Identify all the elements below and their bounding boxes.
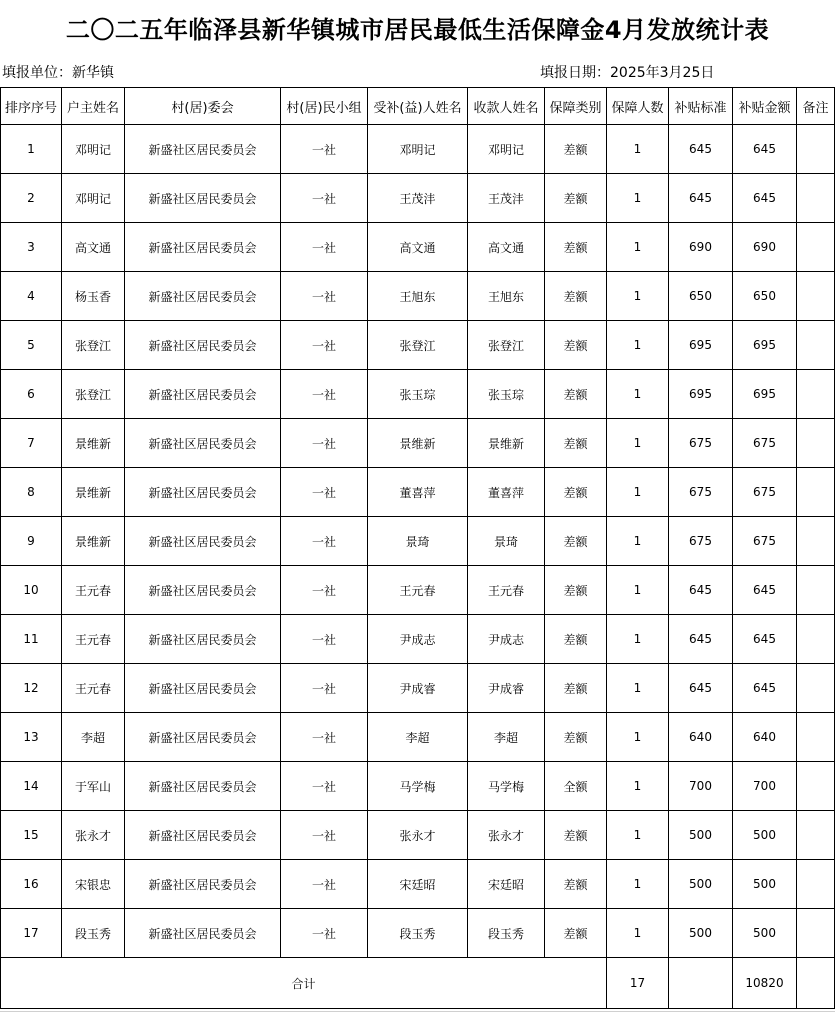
cell-category: 差额 [545,860,607,909]
cell-note [797,223,835,272]
table-row [1,566,835,615]
cell-standard: 500 [669,909,733,958]
cell-no: 16 [1,860,62,909]
table-row [1,370,835,419]
cell-note [797,468,835,517]
cell-note [797,615,835,664]
cell-standard: 500 [669,860,733,909]
cell-head-name: 景维新 [62,419,125,468]
cell-persons: 1 [607,615,669,664]
cell-beneficiary: 邓明记 [368,125,468,174]
cell-amount: 645 [733,174,797,223]
cell-persons: 1 [607,860,669,909]
cell-committee: 新盛社区居民委员会 [125,909,281,958]
cell-note [797,517,835,566]
cell-amount: 650 [733,272,797,321]
table-row [1,664,835,713]
cell-amount: 690 [733,223,797,272]
cell-payee: 马学梅 [468,762,545,811]
cell-no: 15 [1,811,62,860]
header-beneficiary: 受补(益)人姓名 [368,88,468,125]
cell-beneficiary: 王茂沣 [368,174,468,223]
cell-note [797,174,835,223]
cell-amount: 675 [733,468,797,517]
table-row [1,909,835,958]
table-row [1,615,835,664]
cell-payee: 景维新 [468,419,545,468]
table-row [1,419,835,468]
cell-no: 17 [1,909,62,958]
cell-beneficiary: 尹成睿 [368,664,468,713]
cell-group: 一社 [281,125,368,174]
cell-category: 差额 [545,419,607,468]
cell-note [797,272,835,321]
cell-head-name: 王元春 [62,566,125,615]
cell-committee: 新盛社区居民委员会 [125,517,281,566]
cell-beneficiary: 宋廷昭 [368,860,468,909]
total-row [1,958,835,1009]
header-standard: 补贴标准 [669,88,733,125]
cell-payee: 尹成睿 [468,664,545,713]
cell-payee: 张永才 [468,811,545,860]
cell-amount: 645 [733,125,797,174]
cell-group: 一社 [281,664,368,713]
cell-beneficiary: 景维新 [368,419,468,468]
cell-amount: 500 [733,909,797,958]
cell-committee: 新盛社区居民委员会 [125,468,281,517]
cell-category: 差额 [545,664,607,713]
cell-head-name: 景维新 [62,517,125,566]
cell-committee: 新盛社区居民委员会 [125,762,281,811]
cell-standard: 640 [669,713,733,762]
cell-persons: 1 [607,713,669,762]
cell-standard: 675 [669,517,733,566]
cell-category: 差额 [545,174,607,223]
cell-group: 一社 [281,468,368,517]
cell-group: 一社 [281,615,368,664]
fill-date: 填报日期：2025年3月25日 [540,65,715,81]
cell-head-name: 宋银忠 [62,860,125,909]
cell-no: 7 [1,419,62,468]
cell-note [797,370,835,419]
cell-committee: 新盛社区居民委员会 [125,370,281,419]
cell-head-name: 邓明记 [62,174,125,223]
cell-persons: 1 [607,811,669,860]
cell-note [797,125,835,174]
cell-note [797,860,835,909]
fill-unit: 填报单位：新华镇 [2,65,114,81]
cell-amount: 500 [733,811,797,860]
header-note: 备注 [797,88,835,125]
cell-category: 全额 [545,762,607,811]
cell-note [797,762,835,811]
table-row [1,272,835,321]
cell-persons: 1 [607,566,669,615]
table-row [1,321,835,370]
cell-head-name: 张登江 [62,370,125,419]
cell-no: 10 [1,566,62,615]
cell-beneficiary: 高文通 [368,223,468,272]
cell-payee: 邓明记 [468,125,545,174]
cell-persons: 1 [607,223,669,272]
cell-head-name: 张永才 [62,811,125,860]
cell-category: 差额 [545,713,607,762]
cell-standard: 645 [669,125,733,174]
cell-committee: 新盛社区居民委员会 [125,125,281,174]
table-row [1,762,835,811]
cell-amount: 695 [733,370,797,419]
cell-standard: 695 [669,321,733,370]
cell-persons: 1 [607,762,669,811]
cell-persons: 1 [607,419,669,468]
cell-category: 差额 [545,615,607,664]
cell-persons: 1 [607,321,669,370]
table-row [1,860,835,909]
header-committee: 村(居)委会 [125,88,281,125]
table-row [1,223,835,272]
cell-note [797,811,835,860]
header-category: 保障类别 [545,88,607,125]
cell-standard: 690 [669,223,733,272]
header-payee: 收款人姓名 [468,88,545,125]
cell-persons: 1 [607,468,669,517]
cell-category: 差额 [545,223,607,272]
cell-payee: 宋廷昭 [468,860,545,909]
cell-head-name: 张登江 [62,321,125,370]
cell-persons: 1 [607,272,669,321]
cell-payee: 景琦 [468,517,545,566]
cell-committee: 新盛社区居民委员会 [125,566,281,615]
cell-beneficiary: 李超 [368,713,468,762]
cell-beneficiary: 景琦 [368,517,468,566]
table-row [1,713,835,762]
cell-head-name: 景维新 [62,468,125,517]
cell-note [797,713,835,762]
table-row [1,468,835,517]
cell-note [797,419,835,468]
cell-head-name: 李超 [62,713,125,762]
total-persons: 17 [607,958,669,1009]
cell-committee: 新盛社区居民委员会 [125,272,281,321]
cell-payee: 张登江 [468,321,545,370]
cell-head-name: 高文通 [62,223,125,272]
cell-group: 一社 [281,909,368,958]
cell-head-name: 邓明记 [62,125,125,174]
cell-group: 一社 [281,860,368,909]
header-persons: 保障人数 [607,88,669,125]
header-group: 村(居)民小组 [281,88,368,125]
cell-standard: 645 [669,174,733,223]
cell-beneficiary: 董喜萍 [368,468,468,517]
cell-payee: 段玉秀 [468,909,545,958]
cell-group: 一社 [281,713,368,762]
cell-no: 8 [1,468,62,517]
cell-persons: 1 [607,370,669,419]
cell-committee: 新盛社区居民委员会 [125,713,281,762]
cell-amount: 695 [733,321,797,370]
cell-no: 3 [1,223,62,272]
cell-committee: 新盛社区居民委员会 [125,664,281,713]
cell-no: 1 [1,125,62,174]
cell-no: 13 [1,713,62,762]
cell-committee: 新盛社区居民委员会 [125,419,281,468]
cell-payee: 董喜萍 [468,468,545,517]
cell-group: 一社 [281,370,368,419]
cell-group: 一社 [281,517,368,566]
header-no: 排序序号 [1,88,62,125]
cell-amount: 675 [733,517,797,566]
cell-amount: 675 [733,419,797,468]
cell-persons: 1 [607,664,669,713]
cell-standard: 695 [669,370,733,419]
cell-amount: 700 [733,762,797,811]
cell-beneficiary: 张永才 [368,811,468,860]
cell-beneficiary: 王旭东 [368,272,468,321]
table-row [1,125,835,174]
cell-no: 11 [1,615,62,664]
cell-standard: 645 [669,566,733,615]
total-amount: 10820 [733,958,797,1009]
cell-no: 5 [1,321,62,370]
cell-payee: 王旭东 [468,272,545,321]
cell-payee: 尹成志 [468,615,545,664]
cell-standard: 700 [669,762,733,811]
cell-category: 差额 [545,566,607,615]
cell-standard: 675 [669,419,733,468]
cell-category: 差额 [545,321,607,370]
cell-committee: 新盛社区居民委员会 [125,860,281,909]
page-title: 二〇二五年临泽县新华镇城市居民最低生活保障金4月发放统计表 [65,16,770,44]
cell-committee: 新盛社区居民委员会 [125,811,281,860]
header-head-name: 户主姓名 [62,88,125,125]
sheet-grid-bottom [0,1011,835,1030]
cell-note [797,664,835,713]
cell-beneficiary: 尹成志 [368,615,468,664]
cell-category: 差额 [545,370,607,419]
cell-group: 一社 [281,272,368,321]
cell-no: 12 [1,664,62,713]
cell-amount: 645 [733,664,797,713]
cell-beneficiary: 马学梅 [368,762,468,811]
header-amount: 补贴金额 [733,88,797,125]
cell-payee: 李超 [468,713,545,762]
cell-beneficiary: 段玉秀 [368,909,468,958]
cell-persons: 1 [607,909,669,958]
cell-group: 一社 [281,223,368,272]
cell-category: 差额 [545,909,607,958]
cell-group: 一社 [281,566,368,615]
cell-note [797,909,835,958]
cell-committee: 新盛社区居民委员会 [125,223,281,272]
cell-group: 一社 [281,811,368,860]
cell-amount: 645 [733,566,797,615]
cell-category: 差额 [545,125,607,174]
cell-committee: 新盛社区居民委员会 [125,321,281,370]
cell-standard: 675 [669,468,733,517]
cell-head-name: 王元春 [62,664,125,713]
cell-category: 差额 [545,468,607,517]
cell-group: 一社 [281,174,368,223]
cell-head-name: 王元春 [62,615,125,664]
cell-amount: 640 [733,713,797,762]
cell-no: 6 [1,370,62,419]
cell-amount: 645 [733,615,797,664]
table-row [1,517,835,566]
statistics-table [0,87,835,1009]
cell-standard: 650 [669,272,733,321]
table-row [1,174,835,223]
cell-persons: 1 [607,174,669,223]
cell-standard: 645 [669,615,733,664]
cell-no: 9 [1,517,62,566]
cell-category: 差额 [545,272,607,321]
cell-beneficiary: 张玉琮 [368,370,468,419]
cell-payee: 高文通 [468,223,545,272]
cell-persons: 1 [607,125,669,174]
cell-no: 2 [1,174,62,223]
total-note [797,958,835,1009]
cell-persons: 1 [607,517,669,566]
cell-head-name: 段玉秀 [62,909,125,958]
cell-amount: 500 [733,860,797,909]
cell-standard: 645 [669,664,733,713]
cell-no: 14 [1,762,62,811]
cell-standard: 500 [669,811,733,860]
total-standard [669,958,733,1009]
cell-category: 差额 [545,517,607,566]
cell-category: 差额 [545,811,607,860]
cell-group: 一社 [281,419,368,468]
cell-head-name: 杨玉香 [62,272,125,321]
cell-beneficiary: 张登江 [368,321,468,370]
cell-payee: 张玉琮 [468,370,545,419]
cell-payee: 王元春 [468,566,545,615]
cell-payee: 王茂沣 [468,174,545,223]
cell-no: 4 [1,272,62,321]
cell-committee: 新盛社区居民委员会 [125,615,281,664]
table-header-row [1,88,835,125]
table-row [1,811,835,860]
cell-note [797,566,835,615]
cell-group: 一社 [281,321,368,370]
cell-note [797,321,835,370]
cell-committee: 新盛社区居民委员会 [125,174,281,223]
cell-group: 一社 [281,762,368,811]
total-label: 合计 [1,958,607,1009]
cell-head-name: 于军山 [62,762,125,811]
cell-beneficiary: 王元春 [368,566,468,615]
